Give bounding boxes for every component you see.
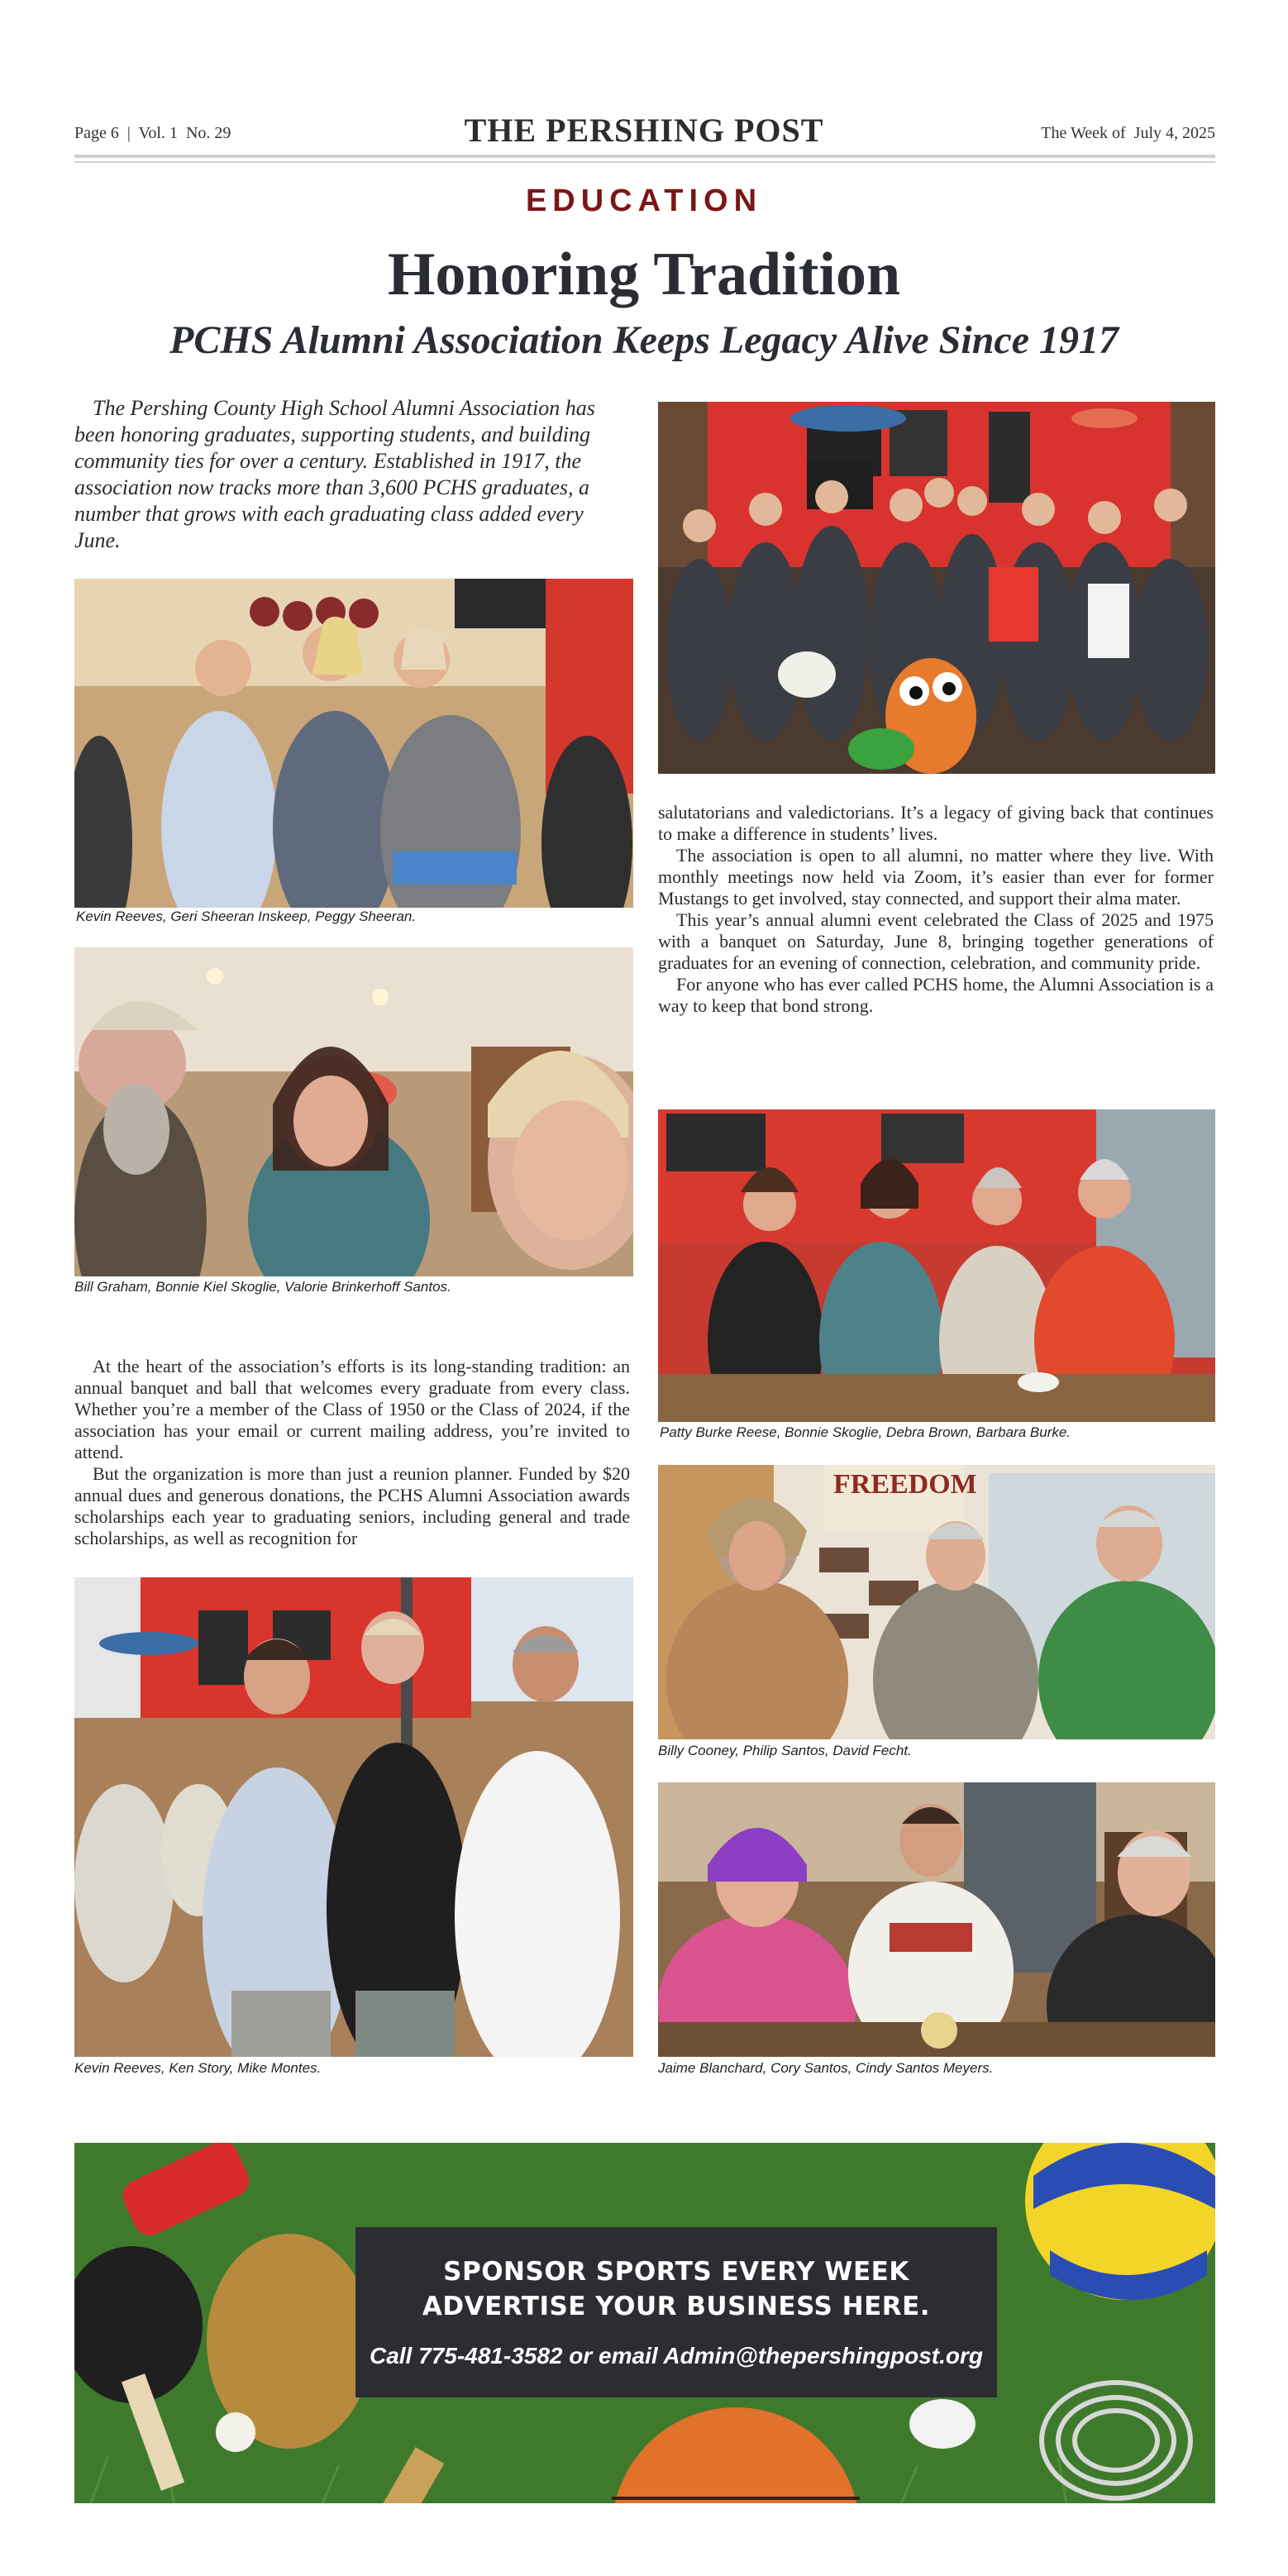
ad-subheadline: ADVERTISE YOUR BUSINESS HERE.	[422, 2292, 931, 2321]
photo-1-caption: Kevin Reeves, Geri Sheeran Inskeep, Peggy Sheeran.	[76, 909, 417, 924]
photo-group	[658, 402, 1215, 774]
photo-3-caption: Patty Burke Reese, Bonnie Skoglie, Debra Brown, Barbara Burke.	[660, 1424, 1071, 1440]
lede-paragraph: The Pershing County High School Alumni Association has been honoring graduates, supporting students, and building community ties for over a century. Established in 1917, the association now tracks more than 3,600 PCHS graduates, a number that grows with each graduating class added every June.	[74, 396, 595, 552]
photo-5-caption: Kevin Reeves, Ken Story, Mike Montes.	[74, 2060, 322, 2076]
freedom-sign-text: FREEDOM	[833, 1469, 977, 1500]
photo-6-caption: Jaime Blanchard, Cory Santos, Cindy Santos Meyers.	[658, 2060, 994, 2076]
photo-4-caption: Billy Cooney, Philip Santos, David Fecht.	[658, 1743, 912, 1758]
body-left-column	[74, 1356, 630, 1549]
photo-2-caption: Bill Graham, Bonnie Kiel Skoglie, Valorie Brinkerhoff Santos.	[74, 1279, 451, 1295]
ad-contact[interactable]: Call 775-481-3582 or email Admin@thepershingpost.org	[369, 2343, 984, 2368]
body-left-paragraph-1: At the heart of the association’s efforts is its long-standing tradition: an annual banquet and ball that welcomes every graduate from every class. Whether you’re a member of the Class of 1950 or the Class of 2024, if the association has your email or current mailing address, you’re invited to attend.	[74, 1356, 630, 1462]
masthead-rule	[74, 155, 1215, 158]
sponsor-advertisement[interactable]	[74, 2143, 1215, 2503]
body-right-paragraph-2: The association is open to all alumni, no matter where they live. With monthly meetings now held via Zoom, it’s easier than ever for former Mustangs to get involved, stay connected, and support their alma mater.	[658, 845, 1214, 909]
subheadline: PCHS Alumni Association Keeps Legacy Alive Since 1917	[169, 318, 1119, 362]
body-right-paragraph-4: For anyone who has ever called PCHS home, the Alumni Association is a way to keep that bond strong.	[658, 974, 1214, 1016]
photo-4	[658, 1465, 1215, 1739]
ad-headline: SPONSOR SPORTS EVERY WEEK	[443, 2257, 909, 2287]
masthead-rule-thin	[74, 161, 1215, 163]
headline: Honoring Tradition	[387, 241, 901, 308]
masthead-date: The Week of July 4, 2025	[1041, 124, 1215, 142]
photo-2	[74, 947, 633, 1276]
body-left-paragraph-2: But the organization is more than just a reunion planner. Funded by $20 annual dues and generous donations, the PCHS Alumni Association awards scholarships each year to graduating seniors, including general and trade scholarships, as well as recognition for	[74, 1463, 630, 1548]
masthead-title: THE PERSHING POST	[464, 112, 824, 149]
masthead-page-info: Page 6 | Vol. 1 No. 29	[74, 124, 231, 142]
photo-6	[658, 1782, 1215, 2057]
body-right-paragraph-3: This year’s annual alumni event celebrated the Class of 2025 and 1975 with a banquet on Saturday, June 8, bringing together generations of graduates for an evening of connection, celebration, and community pride.	[658, 909, 1214, 973]
photo-1	[74, 579, 633, 908]
body-right-column	[658, 802, 1214, 1017]
photo-5	[74, 1577, 633, 2057]
photo-3	[658, 1109, 1215, 1422]
ad-text-box	[355, 2227, 997, 2397]
section-label: EDUCATION	[525, 184, 763, 218]
body-right-paragraph-1: salutatorians and valedictorians. It’s a legacy of giving back that continues to make a difference in students’ lives.	[658, 802, 1214, 844]
